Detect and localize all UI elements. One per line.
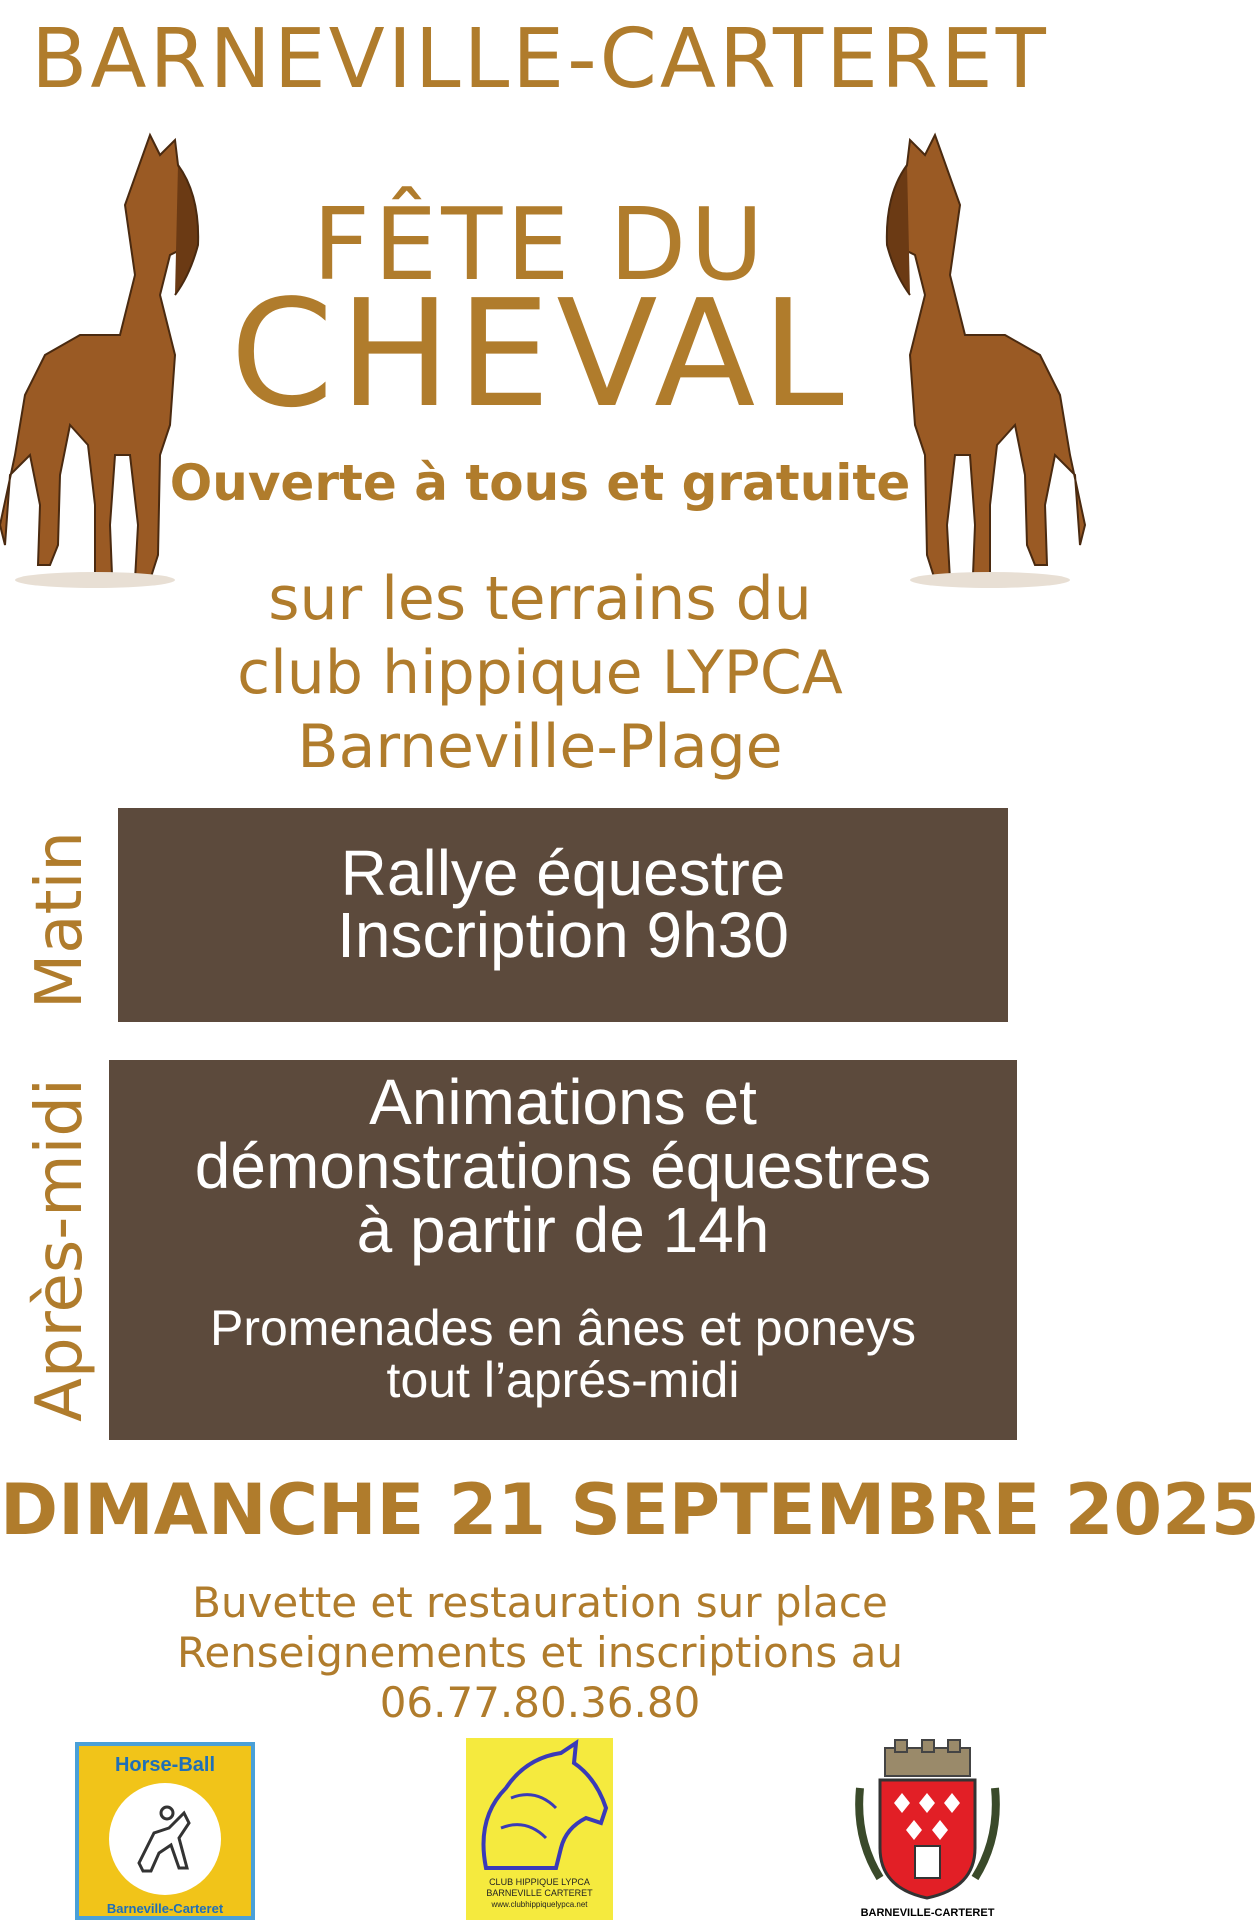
lypca-logo-line3: www.clubhippiquelypca.net bbox=[491, 1900, 588, 1909]
venue-line1: sur les terrains du bbox=[268, 564, 812, 634]
coat-of-arms-icon bbox=[840, 1738, 1015, 1903]
horseball-logo-caption: Barneville-Carteret bbox=[106, 1901, 224, 1916]
afternoon-label: Après-midi bbox=[23, 1078, 97, 1422]
event-title-line1: FÊTE DU bbox=[312, 186, 768, 303]
venue-line3: Barneville-Plage bbox=[297, 712, 783, 782]
morning-line2: Inscription 9h30 bbox=[337, 899, 789, 971]
event-title-line2: CHEVAL bbox=[230, 268, 850, 440]
afternoon-line1: Animations et bbox=[369, 1066, 757, 1138]
town-title: BARNEVILLE-CARTERET bbox=[31, 12, 1049, 107]
venue-line2: club hippique LYPCA bbox=[237, 638, 843, 708]
afternoon-program-box bbox=[109, 1060, 1017, 1440]
lypca-logo-line2: BARNEVILLE CARTERET bbox=[486, 1888, 593, 1898]
event-date: DIMANCHE 21 SEPTEMBRE 2025 bbox=[0, 1469, 1260, 1551]
horseball-logo bbox=[75, 1742, 255, 1920]
afternoon-main-text bbox=[109, 1060, 1017, 1266]
town-logo-caption: BARNEVILLE-CARTERET bbox=[860, 1907, 995, 1919]
morning-text bbox=[118, 808, 1008, 971]
venue-text bbox=[0, 562, 1080, 784]
open-to-all-subtitle: Ouverte à tous et gratuite bbox=[169, 454, 911, 512]
horseball-logo-emblem bbox=[109, 1783, 221, 1895]
info-line2: Renseignements et inscriptions au bbox=[177, 1628, 903, 1677]
info-line1: Buvette et restauration sur place bbox=[192, 1578, 888, 1627]
info-text bbox=[0, 1578, 1080, 1728]
lypca-logo-line1: CLUB HIPPIQUE LYPCA bbox=[489, 1877, 590, 1887]
town-coat-of-arms bbox=[840, 1738, 1015, 1920]
lypca-club-logo bbox=[466, 1738, 613, 1920]
horse-head-icon bbox=[466, 1738, 613, 1873]
lypca-logo-text bbox=[466, 1877, 613, 1910]
afternoon-secondary-text bbox=[109, 1262, 1017, 1406]
morning-line1: Rallye équestre bbox=[340, 837, 786, 909]
phone-number: 06.77.80.36.80 bbox=[379, 1678, 701, 1727]
morning-program-box bbox=[118, 808, 1008, 1022]
afternoon-line2: démonstrations équestres bbox=[194, 1130, 932, 1202]
afternoon-line5: tout l’aprés-midi bbox=[386, 1352, 740, 1408]
morning-label: Matin bbox=[23, 831, 97, 1009]
afternoon-line3: à partir de 14h bbox=[356, 1194, 770, 1266]
horseball-logo-title: Horse-Ball bbox=[114, 1754, 216, 1776]
horseball-rider-icon bbox=[109, 1783, 221, 1895]
afternoon-line4: Promenades en ânes et poneys bbox=[209, 1300, 917, 1356]
